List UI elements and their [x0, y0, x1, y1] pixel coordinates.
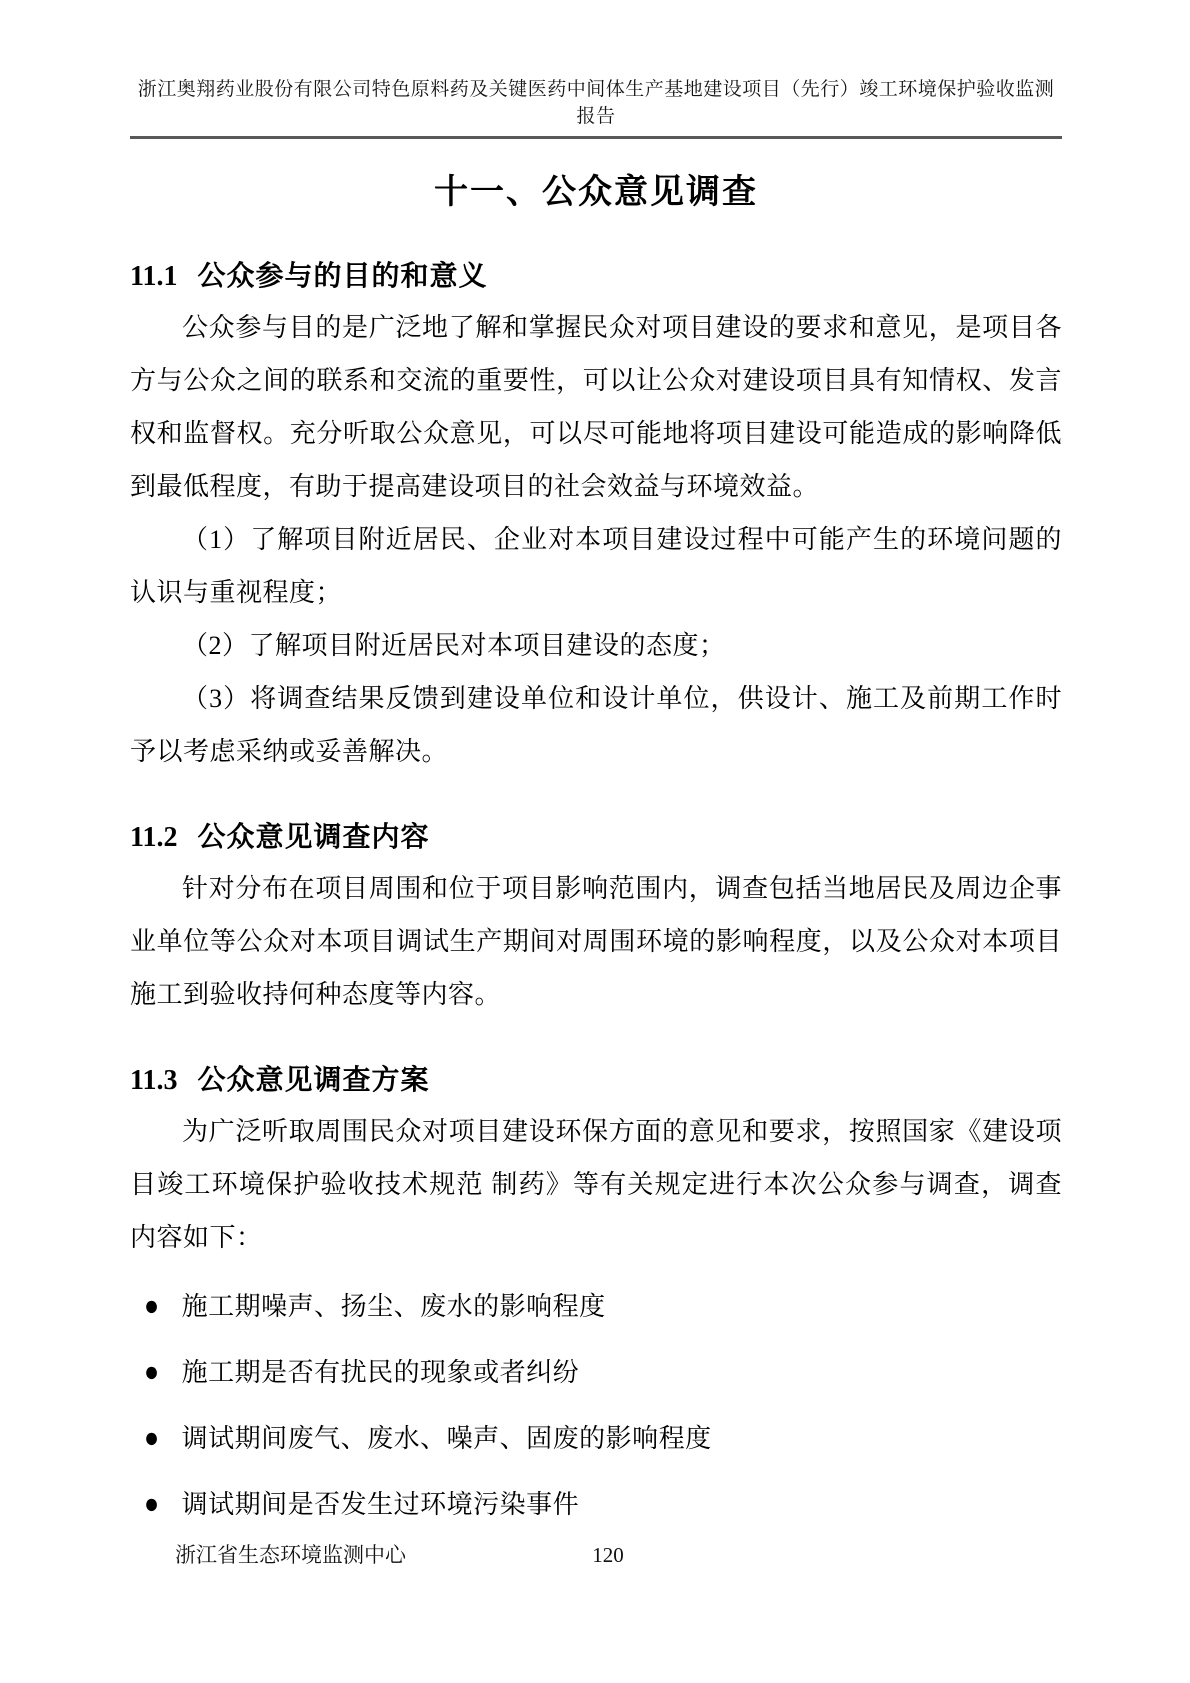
bullet-icon: ● — [144, 1290, 160, 1323]
paragraph: （1）了解项目附近居民、企业对本项目建设过程中可能产生的环境问题的认识与重视程度； — [130, 525, 1062, 607]
list-item — [144, 1346, 1062, 1399]
section-number: 11.1 — [130, 261, 178, 292]
paragraph: 公众参与目的是广泛地了解和掌握民众对项目建设的要求和意见，是项目各方与公众之间的联系和交流的重要性，可以让公众对建设项目具有知情权、发言权和监督权。充分听取公众意见，可以尽可能地将项目建设可能造成的影响降低到最低程度，有助于提高建设项目的社会效益与环境效益。 — [130, 313, 1062, 501]
footer-organization: 浙江省生态环境监测中心 — [175, 1543, 406, 1567]
paragraph: 为广泛听取周围民众对项目建设环保方面的意见和要求，按照国家《建设项目竣工环境保护验收技术规范 制药》等有关规定进行本次公众参与调查，调查内容如下： — [130, 1117, 1062, 1252]
section-heading-text: 公众意见调查方案 — [197, 1065, 430, 1096]
section-heading-text: 公众意见调查内容 — [197, 822, 430, 853]
section-number: 11.3 — [130, 1065, 178, 1096]
list-item — [144, 1478, 1062, 1531]
list-item-text: 调试期间废气、废水、噪声、固废的影响程度 — [181, 1424, 712, 1453]
section-number: 11.2 — [130, 822, 178, 853]
section-11-1 — [130, 257, 1062, 778]
paragraph: （3）将调查结果反馈到建设单位和设计单位，供设计、施工及前期工作时予以考虑采纳或妥善解决。 — [130, 684, 1062, 766]
list-item-text: 施工期是否有扰民的现象或者纠纷 — [181, 1358, 580, 1387]
header-title: 浙江奥翔药业股份有限公司特色原料药及关键医药中间体生产基地建设项目（先行）竣工环境保护验收监测报告 — [137, 79, 1055, 127]
bullet-icon: ● — [144, 1488, 160, 1521]
section-11-3 — [130, 1061, 1062, 1531]
paragraph: （2）了解项目附近居民对本项目建设的态度； — [182, 631, 726, 660]
section-heading-text: 公众参与的目的和意义 — [197, 261, 488, 292]
list-item-text: 调试期间是否发生过环境污染事件 — [181, 1490, 580, 1519]
page-header — [130, 0, 1062, 139]
section-heading — [130, 818, 1062, 858]
survey-topics-list — [130, 1280, 1062, 1531]
list-item-text: 施工期噪声、扬尘、废水的影响程度 — [181, 1292, 606, 1321]
paragraph: 针对分布在项目周围和位于项目影响范围内，调查包括当地居民及周边企事业单位等公众对本项目调试生产期间对周围环境的影响程度，以及公众对本项目施工到验收持何种态度等内容。 — [130, 874, 1062, 1009]
page-number: 120 — [592, 1543, 624, 1567]
chapter-title: 十一、公众意见调查 — [434, 174, 758, 211]
list-item — [144, 1412, 1062, 1465]
page-content — [130, 0, 1062, 1531]
section-11-2 — [130, 818, 1062, 1021]
section-heading — [130, 1061, 1062, 1101]
bullet-icon: ● — [144, 1422, 160, 1455]
bullet-icon: ● — [144, 1356, 160, 1389]
section-heading — [130, 257, 1062, 297]
list-item — [144, 1280, 1062, 1333]
page-footer — [130, 1541, 1062, 1571]
